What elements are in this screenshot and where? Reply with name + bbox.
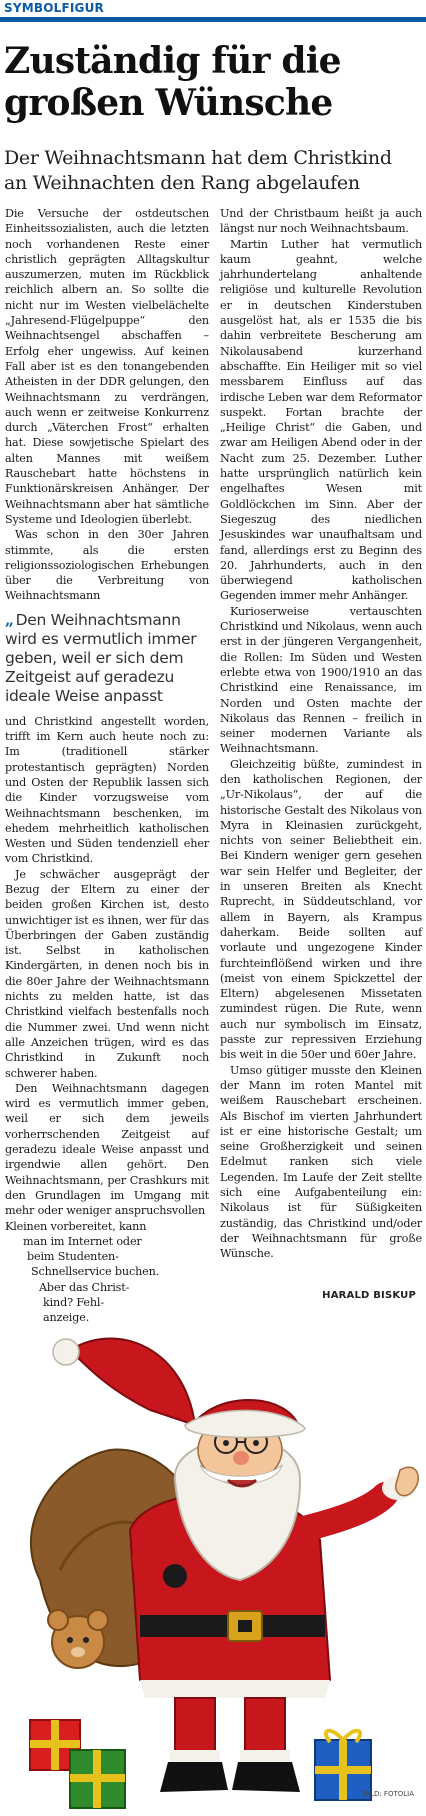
paragraph: Je schwächer ausgeprägt der Bezug der Eltern zu einer der beiden großen Kirchen ist, desto unwichtiger ist es ihnen, wer für das Überbringen der Gaben zuständig ist. Selbst in katholischen Kindergärten, in denen noch bis in die 80er Jahre der Weihnachtsmann nichts zu melden hatte, ist das Christkind vielfach bestenfalls noch die Nummer zwei. Und wenn nicht alle Anzeichen trügen, wird es das Christkind in Zukunft noch schwerer haben. [5,867,209,1080]
paragraph: Umso gütiger musste den Kleinen der Mann im roten Mantel mit weißem Rauschebart erscheinen. Als Bischof im vierten Jahrhundert ist er eine historische Gestalt; um seine Großherzigkeit und seinen Edelmut ranken sich viele Legenden. Im Laufe der Zeit stellte sich eine Aufgabenteilung ein: Nikolaus ist für Süßigkeiten zuständig, das Christkind und/oder der Weihnachtsmann für große Wünsche. [220,1063,422,1261]
article-column-1 [5,206,209,1326]
headline-line-2: großen Wünsche [4,82,333,124]
paragraph: Martin Luther hat vermutlich kaum geahnt, welche jahrhundertelang anhaltende religiöse und kulturelle Revolution er in deutschen Kinderstuben ausgelöst hat, als er 1535 die bis dahin verbreitete Bescherung am Nikolausabend kurzerhand abschaffte. Ein Heiliger mit so viel messbarem Einfluss auf das irdische Leben war dem Reformator suspekt. Fortan brachte der „Heilige Christ“ die Gaben, und zwar am Heiligen Abend oder in der Nacht zum 25. Dezember. Luther hatte ursprünglich natürlich kein engelhaftes Wesen mit Goldlöckchen im Sinn. Aber der Siegeszug des niedlichen Jesuskindes war unaufhaltsam und fand, allerdings erst zu Beginn des 20. Jahrhunderts, auch in den überwiegend katholischen Gegenden immer mehr Anhänger. [220,237,422,603]
santa-claus-illustration [0,1280,426,1816]
text-line: kind? Fehl- [43,1296,104,1309]
section-bar [0,0,426,22]
text-line: man im Internet oder [23,1234,142,1248]
paragraph: Den Weihnachtsmann dagegen wird es vermutlich immer geben, weil er sich dem jeweils vorherrschenden Zeitgeist auf geradezu ideale Weise anpasst und irgendwie allen gehört. Den Weihnachtsmann, per Crashkurs mit den Grundlagen im Umgang mit mehr oder weniger anspruchsvollen [5,1081,209,1218]
quote-mark-icon: „ [5,609,14,629]
text-line: Schnellservice buchen. [31,1265,160,1279]
section-kicker: SYMBOLFIGUR [4,1,104,15]
subhead-line-1: Der Weihnachtsmann hat dem Christkind [4,147,392,169]
headline [4,40,422,124]
text-line: beim Studenten- [27,1250,119,1264]
santa-hat-icon [53,1339,305,1438]
paragraph: und Christkind angestellt worden, trifft im Kern auch heute noch zu: Im (traditionell stärker protestantisch geprägten) Norden und Osten der Republik lassen sich die Kinder vorzugsweise vom Weihnachtsmann beschenken, im ehedem mehrheitlich katholischen Westen und Süden tendenziell eher vom Christkind. [5,714,209,866]
paragraph: Die Versuche der ostdeutschen Einheitssozialisten, auch die letzten noch vorhandenen Reste einer christlich geprägten Alltagskultur auszumerzen, muten im Rückblick reichlich albern an. So sollte die nicht nur im Westen vielbelächelte „Jahresend-Flügelpuppe“ den Weihnachtsengel abschaffen – Erfolg eher ungewiss. Auf keinen Fall aber ist es den tonangebenden Atheisten in der DDR gelungen, den Weihnachtsmann zu verdrängen, auch wenn er zeitweise Konkurrenz durch „Väterchen Frost“ erhalten hat. Diese sowjetische Spielart des alten Mannes mit weißem Rauschebart hatte höchstens in Funktionärskreisen Anhänger. Der Weihnachtsmann aber hat sämtliche Systeme und Ideologien überlebt. [5,207,209,526]
gift-box-icon [30,1720,125,1808]
pull-quote [5,610,209,706]
photo-credit: BILD: FOTOLIA [363,1790,414,1798]
pull-quote-text: Den Weihnachtsmann wird es vermutlich immer geben, weil er sich dem Zeitgeist auf geradezu ideale Weise anpasst [5,610,197,705]
paragraph: Und der Christbaum heißt ja auch längst nur noch Weihnachtsbaum. [220,207,422,236]
article-column-2 [220,206,422,1261]
subheadline [4,146,422,196]
paragraph: Was schon in den 30er Jahren stimmte, als die ersten religionssoziologischen Erhebungen über die Verbreitung von Weihnachtsmann [5,528,209,603]
subhead-line-2: an Weihnachten den Rang abgelaufen [4,172,360,194]
text-line: Kleinen vorbereitet, kann [5,1219,147,1233]
paragraph: Gleichzeitig büßte, zumindest in den katholischen Regionen, der „Ur-Nikolaus“, der auf die historische Gestalt des Nikolaus von Myra in Kleinasien zurückgeht, nichts von seiner Beliebtheit ein. Bei Kindern weniger gern gesehen war sein Helfer und Begleiter, der in unseren Breiten als Knecht Ruprecht, in Süddeutschland, vor allem in Bayern, als Krampus daherkam. Beide sollten auf vorlaute und ungezogene Kinder furchteinflößend wirken und ihre (meist von einem Spickzettel der Eltern) abgelesenen Missetaten zumindest rügen. Die Rute, wenn auch nur symbolisch im Einsatz, passte zur repressiven Erziehung bis weit in die 50er und 60er Jahre. [220,757,422,1062]
text-line: Aber das Christ- [39,1280,130,1294]
author-byline: HARALD BISKUP [322,1290,416,1301]
headline-line-1: Zuständig für die [4,40,341,82]
text-line: anzeige. [43,1311,90,1325]
paragraph: Kurioserweise vertauschten Christkind und Nikolaus, wenn auch erst in der jüngeren Vergangenheit, die Rollen: Im Süden und Westen erlebte etwa von 1900/1910 an das Christkind eine Renaissance, im Norden und Osten machte der Nikolaus das Rennen – freilich in seiner modernen Variante als Weihnachtsmann. [220,604,422,756]
